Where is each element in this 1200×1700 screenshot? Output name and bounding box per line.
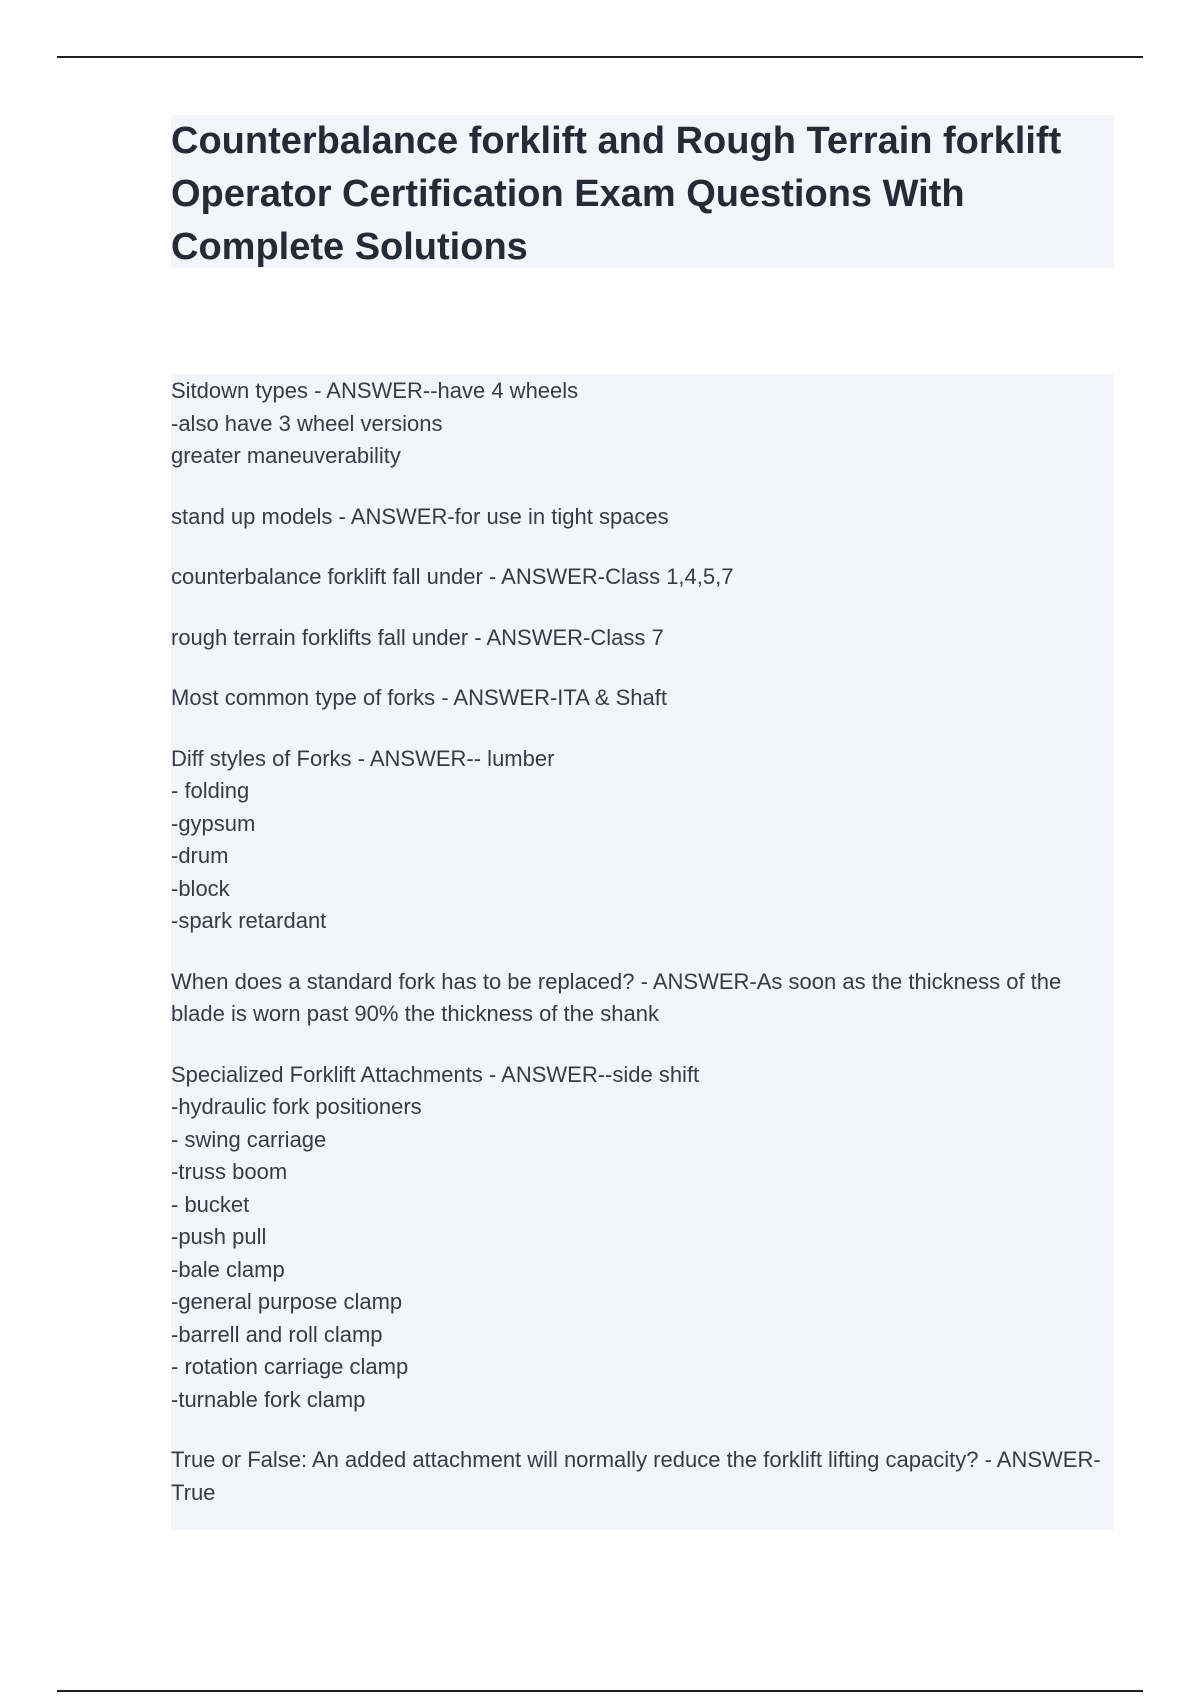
qa-line: -block (171, 875, 230, 901)
qa-line: Specialized Forklift Attachments - ANSWER--side shift (171, 1061, 700, 1087)
qa-entry (171, 501, 1114, 534)
document-title: Counterbalance forklift and Rough Terrain forklift Operator Certification Exam Questions With Complete Solutions (171, 120, 1062, 268)
qa-entry (171, 375, 1114, 473)
qa-entry (171, 1444, 1114, 1509)
qa-line: -gypsum (171, 810, 256, 836)
qa-line: -spark retardant (171, 908, 327, 933)
qa-line: -barrell and roll clamp (171, 1321, 383, 1347)
qa-line: -truss boom (171, 1159, 288, 1184)
bottom-rule (57, 1690, 1143, 1692)
qa-line: Sitdown types - ANSWER--have 4 wheels (171, 378, 579, 403)
qa-line: -push pull (171, 1224, 267, 1249)
qa-line: - bucket (171, 1191, 250, 1217)
qa-entry (171, 1059, 1114, 1417)
qa-line: -hydraulic fork positioners (171, 1094, 422, 1119)
qa-line: greater maneuverability (171, 443, 401, 468)
qa-list (171, 374, 1114, 1530)
qa-line: -general purpose clamp (171, 1289, 403, 1314)
qa-entry (171, 743, 1114, 938)
qa-line: True or False: An added attachment will normally reduce the forklift lifting capacity? - ANSWER-True (171, 1447, 1101, 1505)
qa-line: Diff styles of Forks - ANSWER-- lumber (171, 745, 555, 771)
qa-line: -drum (171, 843, 229, 868)
qa-line: - swing carriage (171, 1126, 327, 1152)
qa-line: - rotation carriage clamp (171, 1354, 409, 1379)
qa-entry (171, 622, 1114, 655)
qa-line: - folding (171, 778, 250, 803)
qa-line: -turnable fork clamp (171, 1386, 366, 1412)
qa-line: -bale clamp (171, 1256, 285, 1282)
title-block (171, 115, 1114, 268)
qa-entry (171, 682, 1114, 715)
qa-line: When does a standard fork has to be replaced? - ANSWER-As soon as the thickness of the blade is worn past 90% the thickness of the shank (171, 968, 1062, 1026)
qa-line: -also have 3 wheel versions (171, 410, 443, 436)
qa-entry (171, 561, 1114, 594)
qa-entry (171, 966, 1114, 1031)
qa-line: counterbalance forklift fall under - ANSWER-Class 1,4,5,7 (171, 564, 734, 589)
qa-line: Most common type of forks - ANSWER-ITA & Shaft (171, 685, 667, 710)
top-rule (57, 56, 1143, 58)
qa-line: stand up models - ANSWER-for use in tight spaces (171, 503, 669, 529)
qa-line: rough terrain forklifts fall under - ANSWER-Class 7 (171, 624, 664, 650)
